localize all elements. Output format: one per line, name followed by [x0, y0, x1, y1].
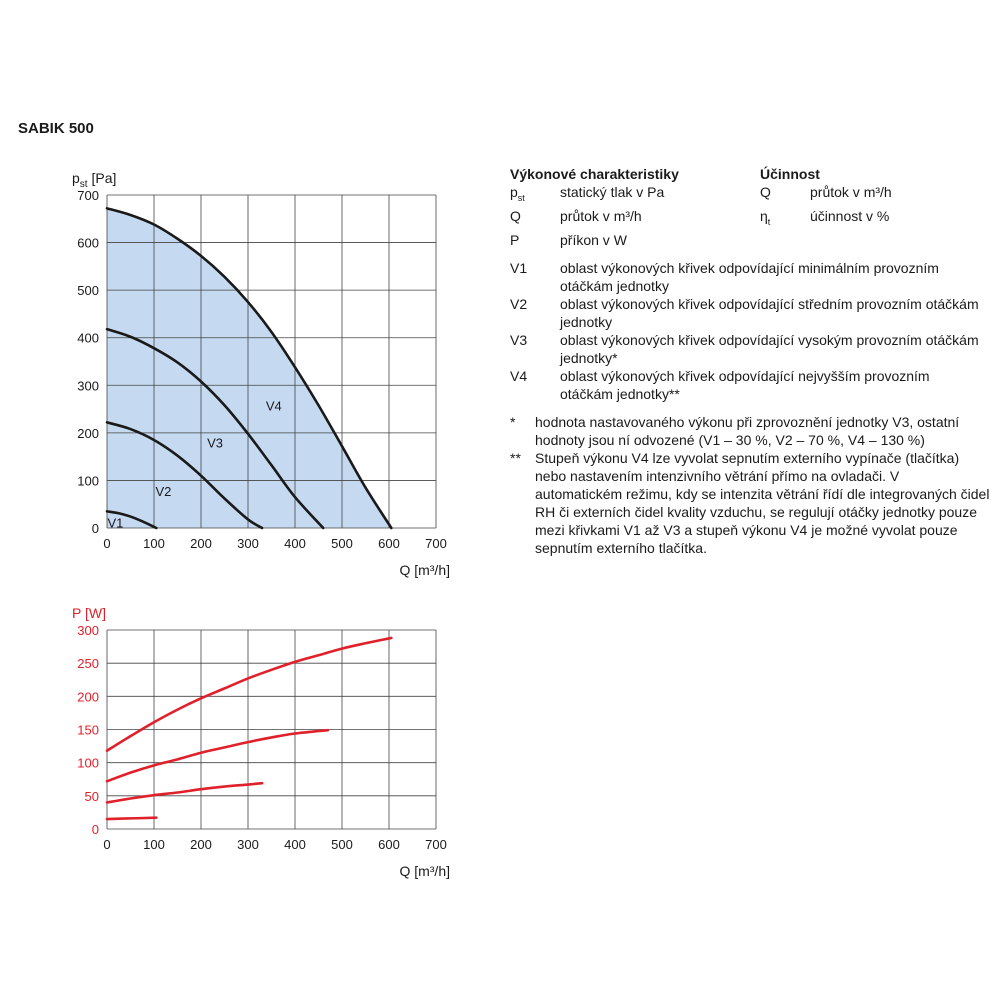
- y-tick-label: 0: [91, 521, 99, 536]
- level-row-v1: V1 oblast výkonových křivek odpovídající minimálním provozním otáčkám jednotky: [510, 259, 939, 294]
- y-tick-label: 50: [84, 788, 99, 804]
- x-tick-label: 600: [378, 837, 400, 852]
- x-tick-label: 300: [237, 536, 259, 551]
- x-tick-label: 0: [103, 837, 111, 852]
- x-tick-label: 300: [237, 837, 259, 852]
- x-tick-label: 600: [378, 536, 400, 551]
- x-tick-label: 400: [284, 536, 306, 551]
- level-row-v2: V2 oblast výkonových křivek odpovídající středním provozním otáčkám jednotky: [510, 295, 979, 330]
- x-tick-label: 200: [190, 837, 212, 852]
- y-tick-label: 150: [77, 722, 99, 738]
- x-tick-label: 500: [331, 536, 353, 551]
- x-tick-label: 400: [284, 837, 306, 852]
- y-tick-label: 250: [77, 656, 99, 672]
- y-tick-label: 300: [77, 623, 99, 638]
- curve-label-v4: V4: [265, 398, 282, 414]
- performance-heading: Výkonové charakteristiky: [510, 166, 679, 182]
- y-tick-label: 700: [77, 188, 99, 203]
- page-title: SABIK 500: [18, 120, 94, 137]
- x-axis-label: Q [m³/h]: [399, 863, 450, 879]
- curve-v2: [107, 783, 262, 802]
- x-tick-label: 100: [143, 837, 165, 852]
- curve-v1: [107, 818, 156, 819]
- y-axis-label: P [W]: [72, 605, 106, 621]
- y-tick-label: 100: [77, 473, 99, 489]
- y-tick-label: 400: [77, 330, 99, 346]
- symbol-row: $p_{st}$ statický tlak v Pa Q průtok v m³/h: [510, 184, 892, 203]
- y-tick-label: 100: [77, 755, 99, 771]
- efficiency-heading: Účinnost: [760, 166, 820, 182]
- x-tick-label: 700: [425, 536, 447, 551]
- curve-label-v3: V3: [207, 435, 224, 451]
- x-tick-label: 200: [190, 536, 212, 551]
- level-row-v4: V4 oblast výkonových křivek odpovídající nejvyšším provozním otáčkám jednotky**: [510, 367, 930, 402]
- y-tick-label: 0: [91, 822, 99, 837]
- curve-label-v1: V1: [107, 515, 124, 531]
- x-tick-label: 500: [331, 837, 353, 852]
- curve-v4: [107, 638, 391, 751]
- y-tick-label: 200: [77, 425, 99, 441]
- legend-panel: [510, 165, 990, 557]
- x-tick-label: 700: [425, 837, 447, 852]
- symbol-row: Q průtok v m³/h $\eta_t$ účinnost v %: [510, 207, 890, 227]
- note-double-star: ** Stupeň výkonu V4 lze vyvolat sepnutím externího vypínače (tlačítka) nebo nastavením intenzivního větrání přímo na ovladači. V automatickém režimu, kdy se intenzita větrání řídí dle integrovaných čidel RH či externích čidel kvality vzduchu, se regulují otáčky jednotky pouze mezi křivkami V1 až V3 a stupeň výkonu V4 je možné vyvolat pouze sepnutím externího tlačítka.: [510, 449, 990, 556]
- x-tick-label: 0: [103, 536, 111, 551]
- level-row-v3: V3 oblast výkonových křivek odpovídající vysokým provozním otáčkám jednotky*: [510, 331, 979, 366]
- note-single-star: * hodnota nastavovaného výkonu při zprovoznění jednotky V3, ostatní hodnoty jsou ní odvozené (V1 – 30 %, V2 – 70 %, V4 – 130 %): [510, 413, 960, 448]
- symbol-row: P příkon v W: [510, 231, 627, 248]
- y-axis-label: $p_{st}$ [Pa]: [72, 170, 117, 190]
- x-tick-label: 100: [143, 536, 165, 551]
- y-tick-label: 200: [77, 689, 99, 705]
- y-tick-label: 300: [77, 378, 99, 394]
- x-axis-label: Q [m³/h]: [399, 562, 450, 578]
- curve-label-v2: V2: [155, 483, 172, 499]
- y-tick-label: 600: [77, 235, 99, 251]
- y-tick-label: 500: [77, 283, 99, 299]
